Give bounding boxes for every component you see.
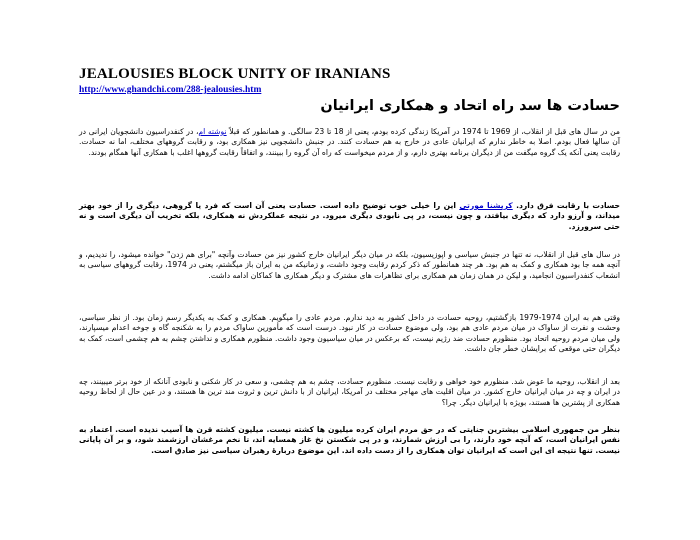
paragraph: در سال های قبل از انقلاب، نه تنها در جنبش سیاسی و اپوزیسیون، بلکه در میان دیگر ایرانیان خارج کشور نیز من حسادت وآنچه "برای هم زدن" خوانده میشود، را ندیدیم، و آنچه همه جا بود همکاری و کمک به هم بود. هر چند همانطور که ذکر کردم رقابت وجود داشت، و زمانیکه من به ایران باز میگشتم، یعنی در 1974، رقابت گروههای سیاسی به انشعاب کنفدراسیون انجامید، و لیکن در همان زمان هم همکاری برای تظاهرات های مشترک و دیگر همکاری ها کماکان ادامه داشت. (79, 250, 621, 280)
paragraph: بعد از انقلاب، روحیه ما عوض شد. منظورم خود خواهی و رقابت نیست. منظورم حسادت، چشم به هم چشمی، و سعی در کار شکنی و نابودی آنانکه از خود برتر میبینند، چه در ایران و چه در میان ایرانیان خارج کشور. در میان اقلیت های مهاجر مختلف در آمریکا، ایرانیان از با دانش ترین و ثروت مند ترین ها هستند، و در عین حال از لحاظ روحیه همکاری از پشترین ها هستند، بویژه با ایرانیان دیگر. چرا؟ (79, 377, 620, 407)
paragraph-text: این را خیلی خوب توضیح داده است. حسادت یعنی آن است که فرد یا گروهی، دیگری را از خود بهتر میداند، و آرزو دارد که دیگری بیافتد، و چون نیست، در پی نابودی دیگری میرود. در نتیجه عملکردش نه همکاری، بلکه تخریب آن دیگری است و نه حتی سرورزد. (79, 201, 620, 231)
persian-title: حسادت ها سد راه اتحاد و همکاری ایرانیان (320, 98, 620, 114)
article-reference-link[interactable]: نوشته ام (198, 127, 227, 136)
article-title: JEALOUSIES BLOCK UNITY OF IRANIANS (79, 66, 391, 82)
article-url-link[interactable]: http://www.ghandchi.com/288-jealousies.htm (79, 85, 262, 95)
krishnamurti-link[interactable]: کریشنا مورتی (459, 201, 513, 210)
paragraph (79, 127, 620, 158)
paragraph (79, 201, 620, 232)
paragraph-text: حسادت با رقابت فرق دارد. (512, 201, 621, 210)
paragraph-text: ، در کنفدراسیون دانشجویان ایرانی در آن سالها فعال بودم. اصلا به خاطر ندارم که ایرانیان عادی در خارج به هم حسادت کنند. در جنبش دانشجویی نیز همکاری بود، و رقابت گروههای مختلف، اما نه حسادت. رقابت یعنی آنکه یک گروه میگفت من از دیگران برنامه بهتری دارم، و از مردم میخواست که راه آن گروه را ببینند، و اتفاقاً رقابت گروهها اغلب با همکاری آنها همگام بودند. (79, 127, 620, 157)
paragraph: وقتی هم به ایران 1974-1979 بازگشتیم، روحیه حسادت در داخل کشور به دید ندارم. مردم عادی را میگویم. همکاری و کمک به یکدیگر رسم زمان بود. از نظر سیاسی، وحشت و نفرت از ساواک در میان مردم عادی هم بود، ولی موضوع حسادت در کار نبود. درست است که مأمورین ساواک مردم را به شکنجه گاه و جوخه اعدام میسپارند، ولی میان مردم روحیه اتحاد بود. منظورم حسادت ضد رژیم نیست، که برعکس در میان سیاسیون وجود داشت. منظورم همکاری و نداشتن چشم به هم چشمی است، کمک به دیگران حتی موقعی که برایشان خطر جان داشت. (79, 313, 621, 354)
paragraph: بنظر من جمهوری اسلامی بیشترین جنایتی که در حق مردم ایران کرده میلیون ها کشته نیست. میلیون کشته قرن ها آسیب ندیده است. اعتماد به نفس ایرانیان است، که آنچه خود دارند، را بی ارزش شمارند، و در پی شکستن نخ غاز همسایه اند، تا نخم مرغشان ارزشمند شود، و بر آن پایانی نیست. تنها نتیجه ای این است که ایرانیان توان همکاری را از دست داده اند. این موضوع دربارهٔ رهبران سیاسی نیز صادق است. (79, 425, 620, 455)
paragraph-text: من در سال های قبل از انقلاب، از 1969 تا 1974 در آمریکا زندگی کرده بودم، یعنی از 18 تا 23 سالگی. و همانطور که قبلاً (226, 127, 620, 136)
